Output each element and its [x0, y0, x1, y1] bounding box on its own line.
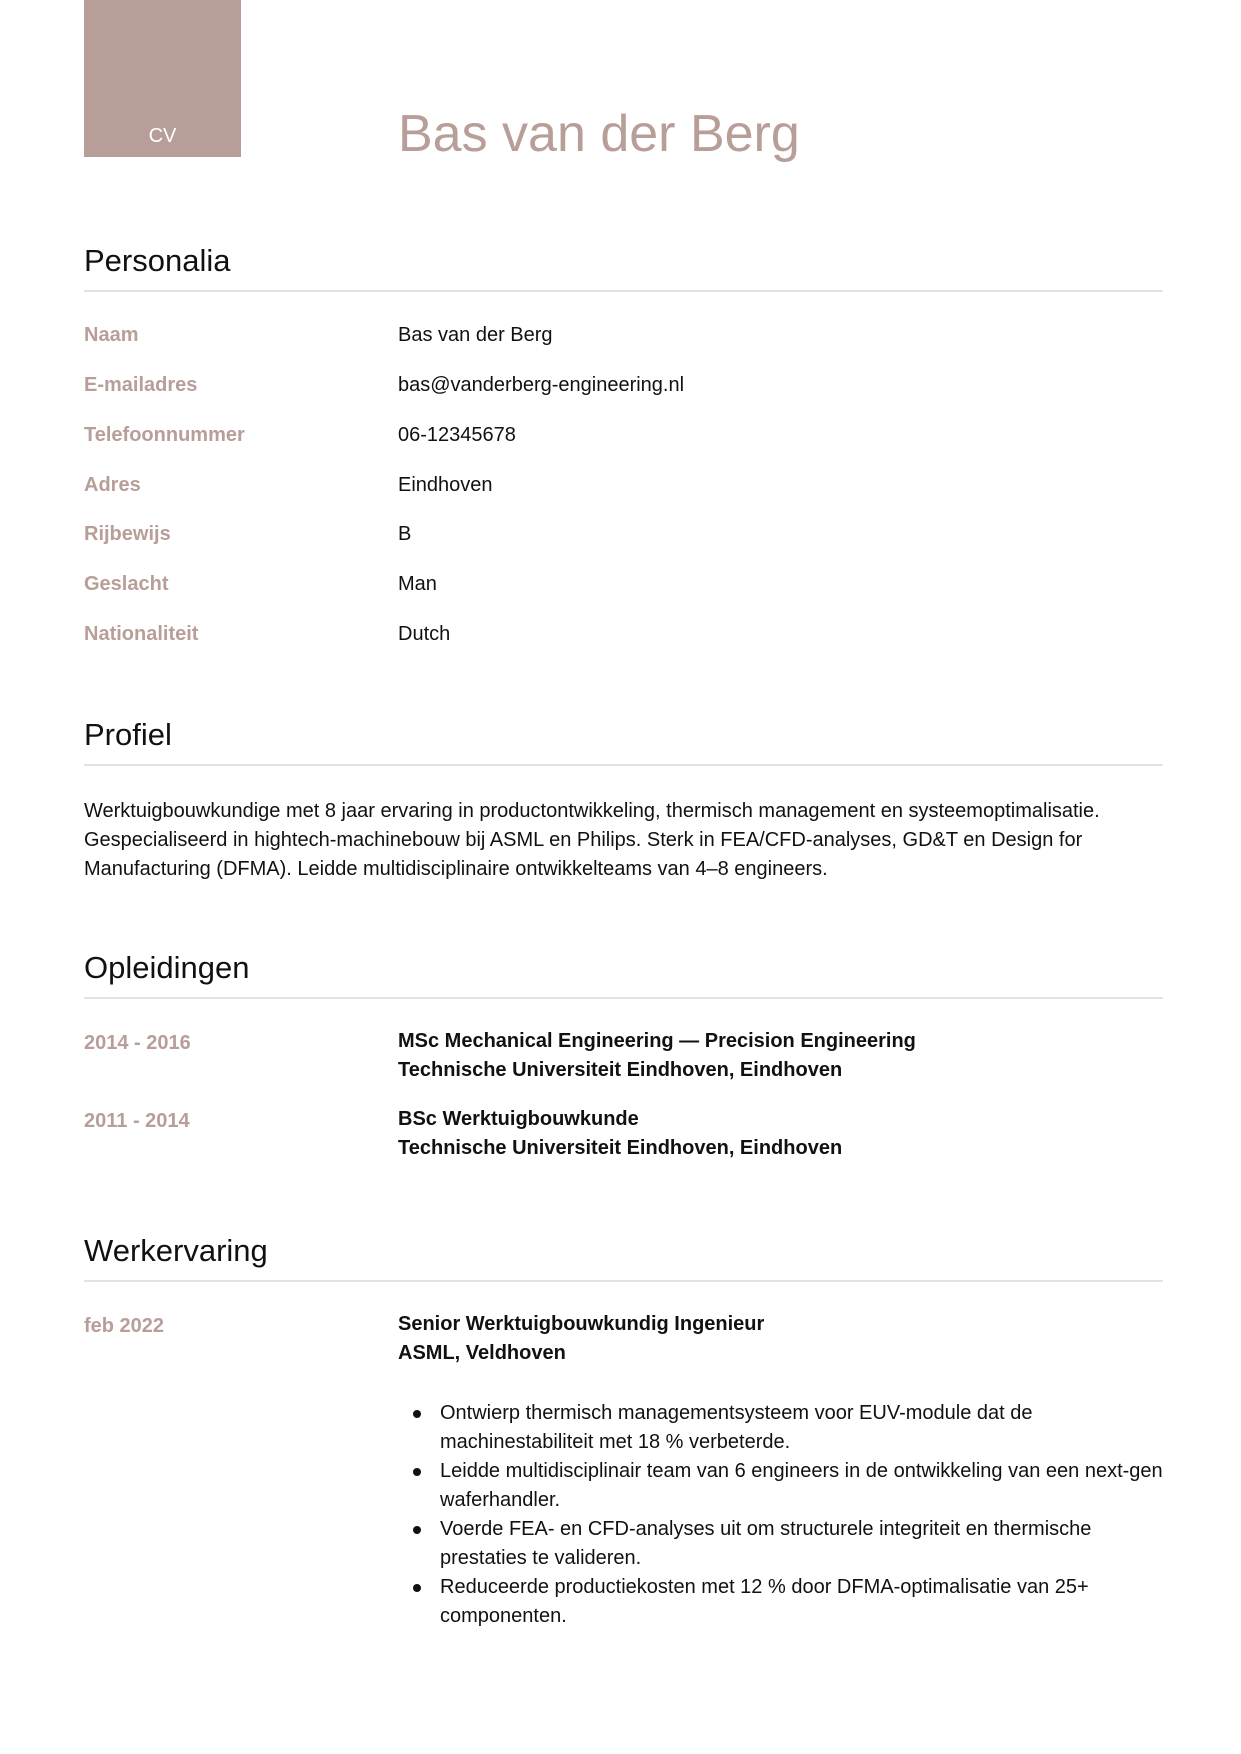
label-adres: Adres — [84, 474, 141, 496]
education-degree: MSc Mechanical Engineering — Precision Engineering — [398, 1030, 916, 1052]
bullet-icon — [413, 1410, 421, 1418]
page-title: Bas van der Berg — [398, 105, 800, 163]
section-title-profiel: Profiel — [84, 717, 172, 752]
value-email: bas@vanderberg-engineering.nl — [398, 374, 685, 396]
job-achievements-list — [398, 1399, 1164, 1631]
value-rijbewijs: B — [398, 523, 412, 545]
label-rijbewijs: Rijbewijs — [84, 523, 171, 545]
job-company: ASML, Veldhoven — [398, 1342, 566, 1364]
job-entry — [398, 1310, 764, 1368]
label-nationaliteit: Nationaliteit — [84, 623, 199, 645]
education-school: Technische Universiteit Eindhoven, Eindhoven — [398, 1059, 843, 1081]
job-role: Senior Werktuigbouwkundig Ingenieur — [398, 1313, 765, 1335]
value-geslacht: Man — [398, 573, 437, 595]
section-divider — [84, 290, 1163, 292]
value-telefoon: 06-12345678 — [398, 424, 516, 446]
list-item — [440, 1573, 1164, 1631]
list-item — [440, 1399, 1164, 1457]
education-period: 2011 - 2014 — [84, 1110, 190, 1132]
education-school: Technische Universiteit Eindhoven, Eindhoven — [398, 1137, 843, 1159]
value-adres: Eindhoven — [398, 474, 493, 496]
bullet-icon — [413, 1468, 421, 1476]
education-degree: BSc Werktuigbouwkunde — [398, 1108, 639, 1130]
cv-badge — [84, 0, 241, 157]
label-email: E-mailadres — [84, 374, 198, 396]
section-divider — [84, 764, 1163, 766]
value-naam: Bas van der Berg — [398, 324, 553, 346]
job-period: feb 2022 — [84, 1315, 165, 1337]
label-geslacht: Geslacht — [84, 573, 169, 595]
section-divider — [84, 1280, 1163, 1282]
list-item-text: Voerde FEA- en CFD-analyses uit om structurele integriteit en thermische prestaties te valideren. — [440, 1518, 1092, 1569]
section-title-personalia: Personalia — [84, 243, 231, 278]
education-entry — [398, 1105, 842, 1163]
list-item — [440, 1457, 1164, 1515]
section-divider — [84, 997, 1163, 999]
label-telefoon: Telefoonnummer — [84, 424, 245, 446]
bullet-icon — [413, 1584, 421, 1592]
section-title-opleidingen: Opleidingen — [84, 950, 250, 985]
list-item-text: Leidde multidisciplinair team van 6 engineers in de ontwikkeling van een next-gen waferhandler. — [440, 1460, 1163, 1511]
list-item — [440, 1515, 1164, 1573]
cv-badge-label: CV — [148, 125, 177, 147]
bullet-icon — [413, 1526, 421, 1534]
list-item-text: Reduceerde productiekosten met 12 % door DFMA-optimalisatie van 25+ componenten. — [440, 1576, 1089, 1627]
education-period: 2014 - 2016 — [84, 1032, 191, 1054]
education-entry — [398, 1027, 916, 1085]
value-nationaliteit: Dutch — [398, 623, 451, 645]
section-title-werkervaring: Werkervaring — [84, 1233, 268, 1268]
profile-text: Werktuigbouwkundige met 8 jaar ervaring in productontwikkeling, thermisch management en systeemoptimalisatie. Gespecialiseerd in hightech-machinebouw bij ASML en Philips. Sterk in FEA/CFD-analyses, GD&T en Design for Manufacturing (DFMA). Leidde multidisciplinaire ontwikkelteams van 4–8 engineers. — [84, 800, 1100, 880]
list-item-text: Ontwierp thermisch managementsysteem voor EUV-module dat de machinestabiliteit met 18 % verbeterde. — [440, 1402, 1033, 1453]
label-naam: Naam — [84, 324, 139, 346]
